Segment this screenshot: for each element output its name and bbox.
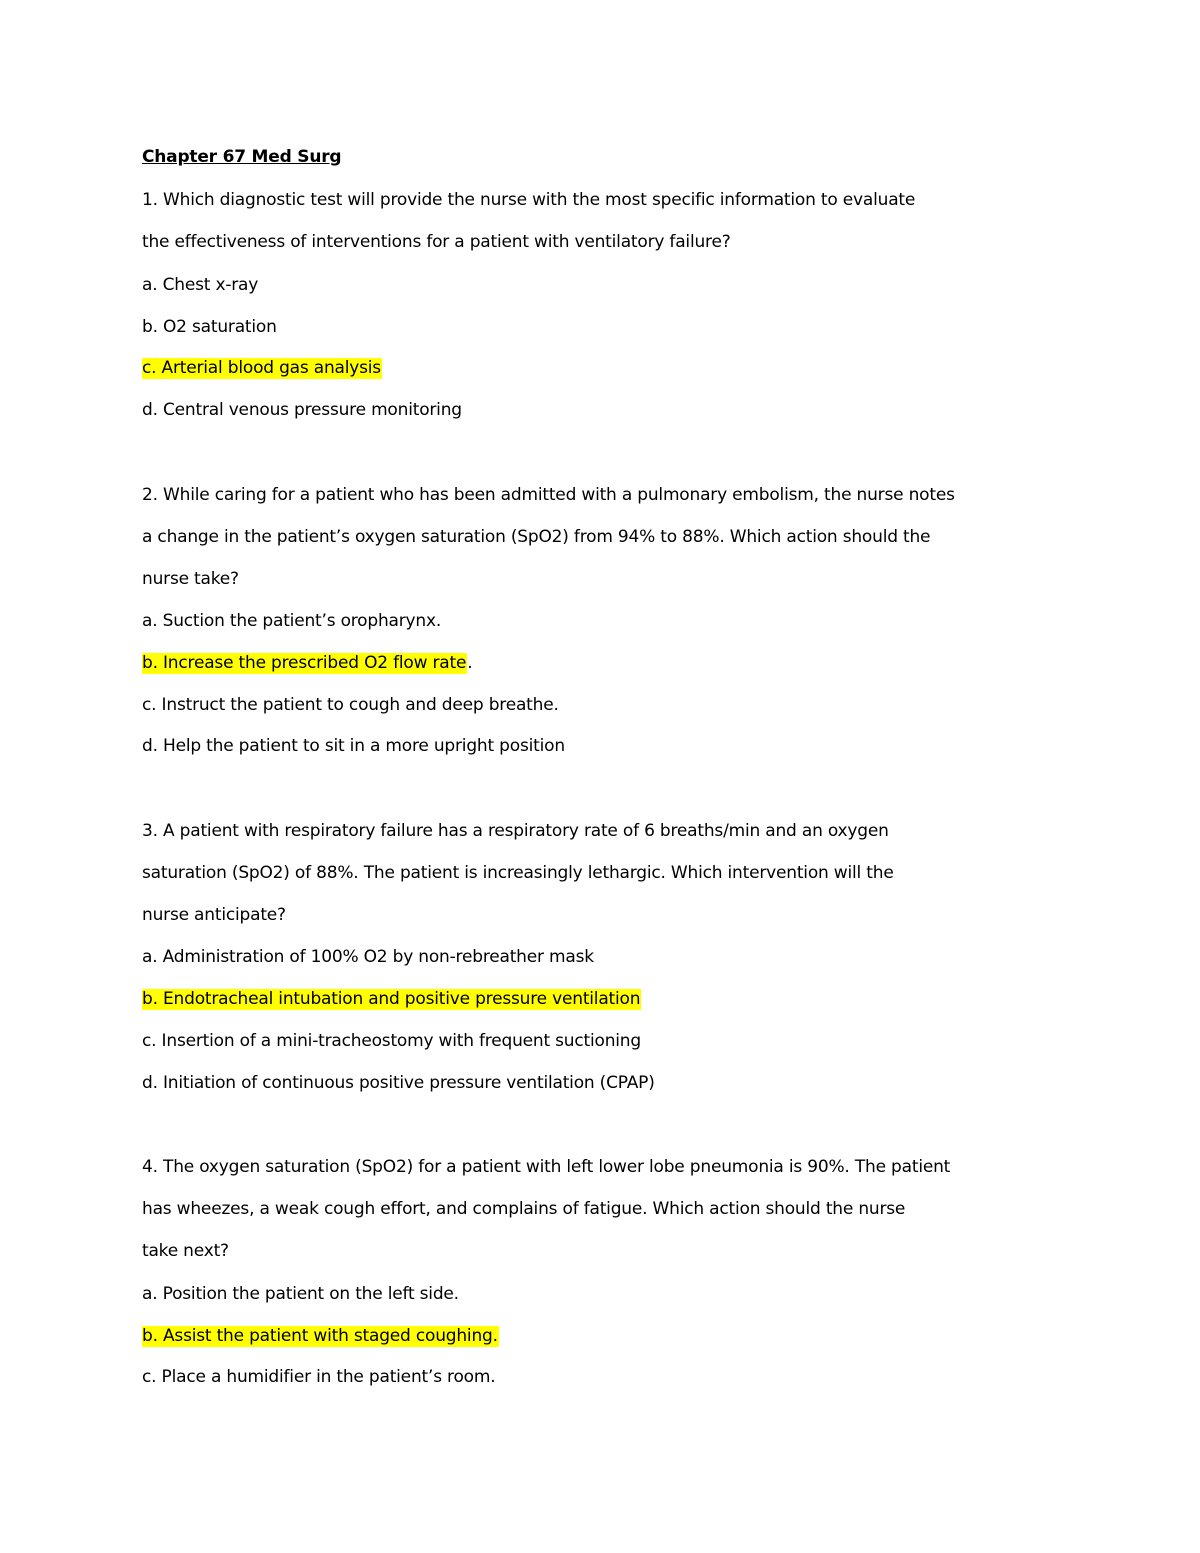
question-2-option-b-answer bbox=[142, 652, 472, 674]
question-4-stem-line-2: has wheezes, a weak cough effort, and complains of fatigue. Which action should the nurse bbox=[142, 1199, 906, 1219]
question-1-option-a: a. Chest x-ray bbox=[142, 275, 259, 295]
question-3-option-c: c. Insertion of a mini-tracheostomy with frequent suctioning bbox=[142, 1031, 641, 1051]
question-1-option-c-answer bbox=[142, 357, 382, 379]
question-2-stem-line-2: a change in the patient’s oxygen saturation (SpO2) from 94% to 88%. Which action should the bbox=[142, 527, 931, 547]
question-4-stem-line-3: take next? bbox=[142, 1241, 229, 1261]
question-2-option-d: d. Help the patient to sit in a more upright position bbox=[142, 736, 565, 756]
question-1-option-d: d. Central venous pressure monitoring bbox=[142, 400, 462, 420]
question-3-option-d: d. Initiation of continuous positive pressure ventilation (CPAP) bbox=[142, 1073, 655, 1093]
question-2-option-c: c. Instruct the patient to cough and deep breathe. bbox=[142, 695, 559, 715]
question-3-stem-line-3: nurse anticipate? bbox=[142, 905, 286, 925]
answer-highlight: b. Assist the patient with staged coughing. bbox=[142, 1326, 498, 1346]
answer-highlight: b. Endotracheal intubation and positive pressure ventilation bbox=[142, 989, 641, 1009]
question-3-stem-line-1: 3. A patient with respiratory failure has a respiratory rate of 6 breaths/min and an oxygen bbox=[142, 821, 889, 841]
question-4-option-c: c. Place a humidifier in the patient’s room. bbox=[142, 1367, 496, 1387]
answer-highlight: c. Arterial blood gas analysis bbox=[142, 358, 381, 378]
question-3-option-a: a. Administration of 100% O2 by non-rebreather mask bbox=[142, 947, 594, 967]
trailing-period: . bbox=[467, 653, 473, 673]
question-2-option-a: a. Suction the patient’s oropharynx. bbox=[142, 611, 442, 631]
answer-highlight: b. Increase the prescribed O2 flow rate bbox=[142, 653, 467, 673]
question-4-stem-line-1: 4. The oxygen saturation (SpO2) for a patient with left lower lobe pneumonia is 90%. The patient bbox=[142, 1157, 951, 1177]
document-title: Chapter 67 Med Surg bbox=[142, 147, 342, 167]
question-1-option-b: b. O2 saturation bbox=[142, 317, 277, 337]
question-1-stem-line-2: the effectiveness of interventions for a patient with ventilatory failure? bbox=[142, 232, 731, 252]
question-4-option-b-answer bbox=[142, 1325, 499, 1347]
question-2-stem-line-1: 2. While caring for a patient who has been admitted with a pulmonary embolism, the nurse notes bbox=[142, 485, 955, 505]
question-3-stem-line-2: saturation (SpO2) of 88%. The patient is increasingly lethargic. Which intervention will the bbox=[142, 863, 894, 883]
question-2-stem-line-3: nurse take? bbox=[142, 569, 239, 589]
question-1-stem-line-1: 1. Which diagnostic test will provide the nurse with the most specific information to evaluate bbox=[142, 190, 916, 210]
question-4-option-a: a. Position the patient on the left side. bbox=[142, 1284, 459, 1304]
question-3-option-b-answer bbox=[142, 988, 641, 1010]
